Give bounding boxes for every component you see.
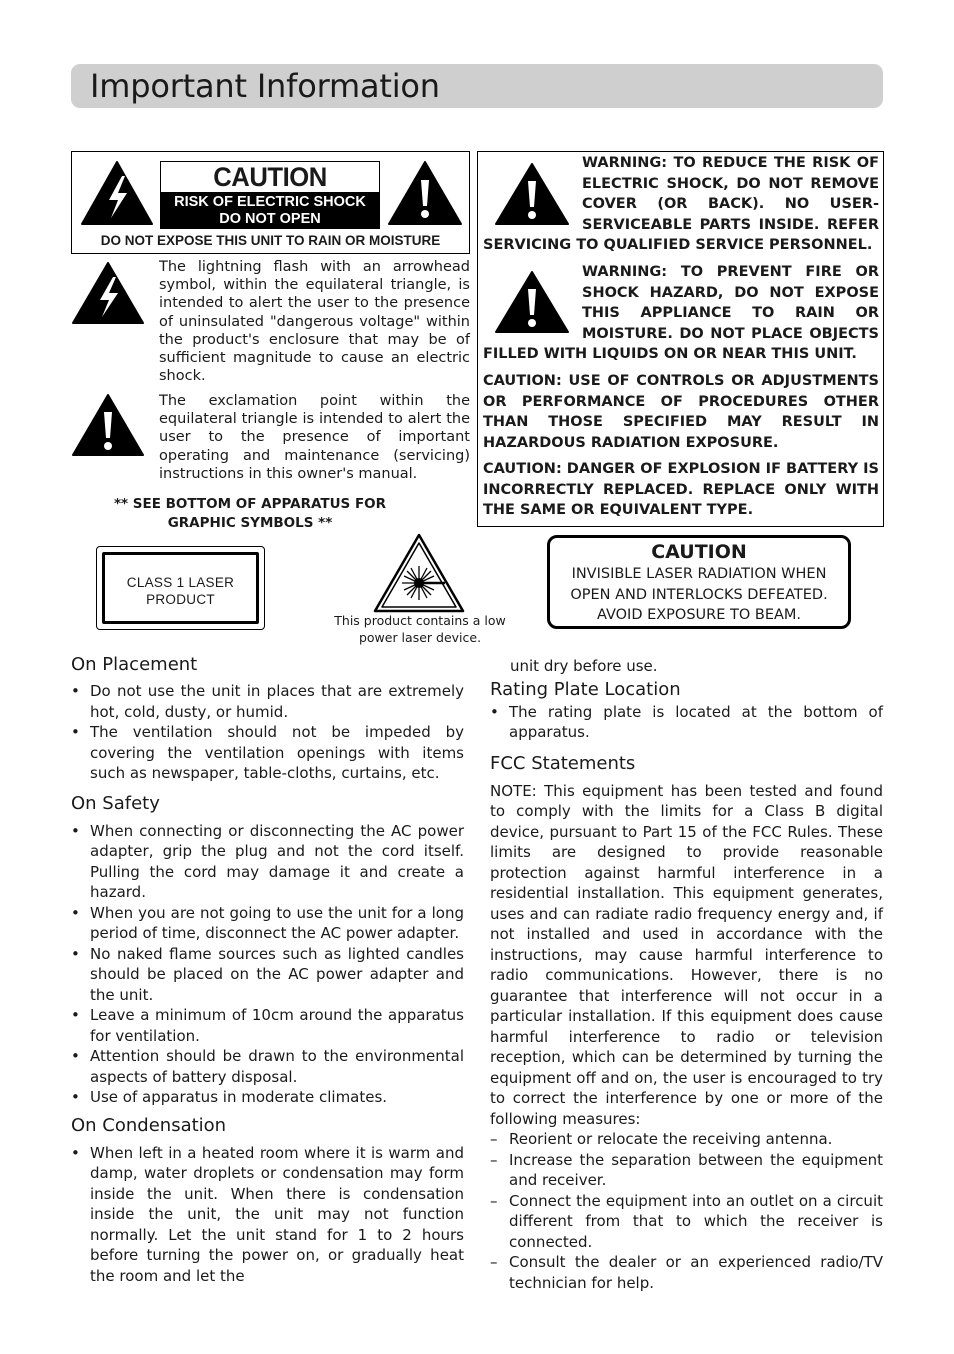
class1-line-1: CLASS 1 LASER <box>126 575 235 590</box>
fcc-measures-list <box>490 1129 883 1293</box>
risk-of-shock-banner <box>161 192 379 229</box>
warning-fire-last-line: FILLED WITH LIQUIDS ON OR NEAR THIS UNIT. <box>483 346 857 362</box>
see-bottom-note <box>90 495 410 533</box>
class1-laser-inner <box>102 552 259 624</box>
placement-list <box>71 681 464 784</box>
laser-caption <box>320 612 520 646</box>
list-item <box>490 1129 883 1150</box>
rating-heading: Rating Plate Location <box>490 678 681 700</box>
warning-shock-text: WARNING: TO REDUCE THE RISK OF ELECTRIC SHOCK, DO NOT REMOVE COVER (OR BACK). NO USER-SERVICEABLE PARTS INSIDE. REFER <box>582 155 879 233</box>
risk-line-2: DO NOT OPEN <box>219 211 321 227</box>
list-item <box>490 1252 883 1293</box>
condensation-heading: On Condensation <box>71 1114 227 1136</box>
list-item <box>490 1191 883 1253</box>
exclamation-note-text: The exclamation point within the equilateral triangle is intended to alert the user to the presence of important operating and maintenance (servicing) instructions in this owner's manual. <box>159 393 470 482</box>
bullet-marker: • <box>71 1088 80 1106</box>
title-bar <box>71 64 883 108</box>
caution-label-title: CAUTION <box>213 162 327 192</box>
left-column <box>71 653 464 1286</box>
rating-list <box>490 702 883 743</box>
lightning-triangle-icon <box>71 261 145 325</box>
safety-item-text: Attention should be drawn to the environmental aspects of battery disposal. <box>90 1047 464 1086</box>
bullet-marker: • <box>71 903 80 922</box>
list-item <box>490 702 883 743</box>
laser-caution-title: CAUTION <box>651 541 747 563</box>
safety-item-text: When connecting or disconnecting the AC power adapter, grip the plug and not the cord itself. Pulling the cord may damage it and create a hazard. <box>90 821 464 901</box>
lightning-triangle-icon <box>80 160 154 226</box>
exclamation-triangle-icon <box>71 393 145 457</box>
bullet-marker: • <box>71 821 80 840</box>
laser-caution-line-2: OPEN AND INTERLOCKS DEFEATED. <box>570 586 828 603</box>
class1-laser-label <box>96 546 265 630</box>
right-column <box>490 656 883 1293</box>
warnings-box <box>477 151 884 527</box>
laser-caption-line-2: power laser device. <box>358 630 482 645</box>
caution-battery-text: CAUTION: DANGER OF EXPLOSION IF BATTERY IS INCORRECTLY REPLACED. REPLACE ONLY WITH THE SAME OR EQUIVALENT TYPE. <box>483 461 879 518</box>
list-item <box>71 722 464 784</box>
dash-marker: – <box>490 1130 498 1148</box>
caution-label <box>160 161 380 229</box>
list-item <box>71 903 464 944</box>
bullet-marker: • <box>71 1143 80 1162</box>
safety-list <box>71 821 464 1108</box>
list-item <box>71 1087 464 1108</box>
class1-line-2: PRODUCT <box>146 592 215 607</box>
see-bottom-line-2: GRAPHIC SYMBOLS ** <box>167 515 333 531</box>
rating-item-text: The rating plate is located at the bottom of apparatus. <box>509 702 883 741</box>
fcc-heading: FCC Statements <box>490 752 636 774</box>
safety-heading: On Safety <box>71 792 160 814</box>
placement-item-text: Do not use the unit in places that are extremely hot, cold, dusty, or humid. <box>90 682 464 721</box>
bullet-marker: • <box>71 1047 80 1065</box>
bullet-marker: • <box>71 723 80 741</box>
condensation-continued: unit dry before use. <box>510 657 658 675</box>
fcc-note: NOTE: This equipment has been tested and found to comply with the limits for a Class B digital device, pursuant to Part 15 of the FCC Rules. These limits are designed to provide reasonable protection against harmful interference in a residential installation. This equipment generates, uses and can radiate radio frequency energy and, if not installed and used in accordance with the instructions, may cause harmful interference to radio communications. However, there is no guarantee that interference will not occur in a particular installation. If this equipment does cause harmful interference to radio or television reception, which can be determined by turning the equipment off and on, the user is encouraged to try to correct the interference by one or more of the following measures: <box>490 781 883 1128</box>
placement-item-text: The ventilation should not be impeded by covering the ventilation openings with items such as newspaper, table-cloths, curtains, etc. <box>90 723 464 782</box>
list-item <box>71 1143 464 1287</box>
risk-line-1: RISK OF ELECTRIC SHOCK <box>174 194 366 210</box>
safety-item-text: Leave a minimum of 10cm around the apparatus for ventilation. <box>90 1006 464 1045</box>
dash-marker: – <box>490 1191 498 1210</box>
list-item <box>490 1150 883 1191</box>
page-title: Important Information <box>90 67 440 105</box>
bullet-marker: • <box>490 702 499 721</box>
list-item <box>71 944 464 1006</box>
caution-bottom-text: DO NOT EXPOSE THIS UNIT TO RAIN OR MOISTURE <box>100 233 441 248</box>
safety-item-text: Use of apparatus in moderate climates. <box>90 1088 388 1106</box>
bullet-marker: • <box>71 682 80 700</box>
bullet-marker: • <box>71 944 80 963</box>
see-bottom-line-1: ** SEE BOTTOM OF APPARATUS FOR <box>113 496 387 512</box>
dash-marker: – <box>490 1253 498 1271</box>
exclamation-triangle-icon <box>387 160 463 226</box>
caution-label-box <box>71 151 470 254</box>
list-item <box>71 681 464 722</box>
lightning-note-text: The lightning flash with an arrowhead symbol, within the equilateral triangle, is intended to alert the user to the presence of uninsulated "dangerous voltage" within the product's enclosure that may be of sufficient magnitude to cause an electric shock. <box>159 259 470 385</box>
list-item <box>71 1046 464 1087</box>
placement-heading: On Placement <box>71 654 198 675</box>
fcc-measure-text: Increase the separation between the equipment and receiver. <box>509 1150 883 1189</box>
fcc-measure-text: Consult the dealer or an experienced radio/TV technician for help. <box>509 1253 883 1292</box>
warning-shock-last-line: SERVICING TO QUALIFIED SERVICE PERSONNEL. <box>483 237 873 253</box>
safety-item-text: No naked flame sources such as lighted candles should be placed on the AC power adapter and the unit. <box>90 944 464 1004</box>
safety-item-text: When you are not going to use the unit for a long period of time, disconnect the AC power adapter. <box>90 903 464 942</box>
list-item <box>71 821 464 903</box>
exclamation-triangle-icon <box>494 270 570 334</box>
caution-controls-text: CAUTION: USE OF CONTROLS OR ADJUSTMENTS OR PERFORMANCE OF PROCEDURES OTHER THAN THOSE SPECIFIED MAY RESULT IN HAZARDOUS RADIATION EXPOSURE. <box>483 373 879 451</box>
bullet-marker: • <box>71 1006 80 1024</box>
exclamation-triangle-icon <box>494 162 570 226</box>
laser-radiation-icon <box>373 533 465 613</box>
fcc-measure-text: Reorient or relocate the receiving antenna. <box>509 1130 833 1148</box>
laser-caution-label <box>547 535 851 629</box>
laser-caution-line-3: AVOID EXPOSURE TO BEAM. <box>596 607 802 623</box>
condensation-list <box>71 1143 464 1287</box>
list-item <box>71 1005 464 1046</box>
dash-marker: – <box>490 1150 498 1169</box>
fcc-measure-text: Connect the equipment into an outlet on a circuit different from that to which the receiver is connected. <box>509 1191 883 1251</box>
laser-caption-line-1: This product contains a low <box>334 613 506 628</box>
condensation-item-text: When left in a heated room where it is warm and damp, water droplets or condensation may form inside the unit. When there is condensation inside the unit, the unit may not function normally. Let the unit stand for 1 to 2 hours before turning the power on, or gradually heat the room and let the <box>90 1143 464 1285</box>
warning-fire-text: WARNING: TO PREVENT FIRE OR SHOCK HAZARD, DO NOT EXPOSE THIS APPLIANCE TO RAIN OR MOISTURE. DO NOT PLACE OBJECTS <box>582 264 879 342</box>
laser-caution-line-1: INVISIBLE LASER RADIATION WHEN <box>571 566 827 582</box>
